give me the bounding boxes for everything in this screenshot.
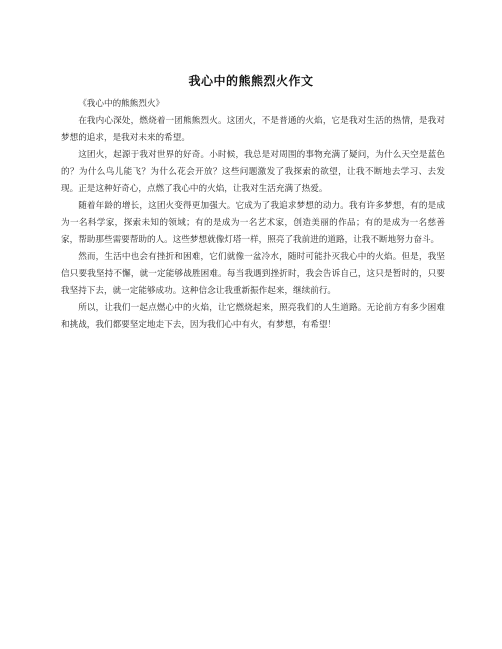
essay-heading: 《我心中的熊熊烈火》 bbox=[78, 99, 165, 109]
paragraph-5: 所以，让我们一起点燃心中的火焰，让它燃烧起来，照亮我们的人生道路。无论前方有多少困难和挑战，我们都要坚定地走下去，因为我们心中有火，有梦想，有希望！ bbox=[61, 303, 445, 330]
paragraph-2: 这团火，起源于我对世界的好奇。小时候，我总是对周围的事物充满了疑问，为什么天空是蓝色的？为什么鸟儿能飞？为什么花会开放？这些问题激发了我探索的欲望，让我不断地去学习、去发现。正是这种好奇心，点燃了我心中的火焰，让我对生活充满了热爱。 bbox=[61, 150, 445, 194]
document-body bbox=[61, 96, 445, 334]
document-title: 我心中的熊熊烈火作文 bbox=[188, 74, 314, 88]
paragraph-3: 随着年龄的增长，这团火变得更加强大。它成为了我追求梦想的动力。我有许多梦想，有的是成为一名科学家，探索未知的领域；有的是成为一名艺术家，创造美丽的作品；有的是成为一名慈善家，帮助那些需要帮助的人。这些梦想就像灯塔一样，照亮了我前进的道路，让我不断地努力奋斗。 bbox=[61, 201, 445, 245]
paragraph-1: 在我内心深处，燃烧着一团熊熊烈火。这团火，不是普通的火焰，它是我对生活的热情，是我对梦想的追求，是我对未来的希望。 bbox=[61, 116, 445, 143]
paragraph-4: 然而，生活中也会有挫折和困难，它们就像一盆冷水，随时可能扑灭我心中的火焰。但是，我坚信只要我坚持不懈，就一定能够战胜困难。每当我遇到挫折时，我会告诉自己，这只是暂时的，只要我坚持下去，就一定能够成功。这种信念让我重新振作起来，继续前行。 bbox=[61, 252, 445, 296]
